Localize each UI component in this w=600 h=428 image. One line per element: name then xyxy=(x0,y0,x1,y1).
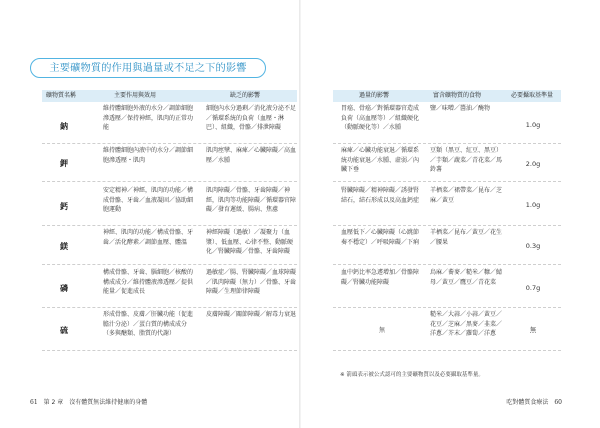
chapter-title: 第 2 章 沒有體質無法維持健康的身體 xyxy=(43,399,148,406)
excess-cell: 胃癌、骨癌／對循環器官造成負荷（高血壓等）／組織硬化（動脈硬化等）／水腫 xyxy=(341,105,420,132)
function-cell: 形成骨骼、皮膚／肝臟功能（促進膽汁分泌）／蛋白質的構成成分（多與醣類、脂質的代謝） xyxy=(103,311,194,338)
intake-cell: 0.7g xyxy=(525,284,541,292)
page-gutter xyxy=(299,0,301,428)
mineral-name: 鈉 xyxy=(60,122,68,131)
excess-cell: 麻痺／心臟功能衰退／循環系統功能衰退／水腫、虛弱／內臟下垂 xyxy=(341,147,420,174)
mineral-name: 硫 xyxy=(60,326,68,335)
intake-cell: 0.3g xyxy=(525,242,541,250)
function-cell: 維持體細胞內液中的水分／調節細胞滲透壓・肌肉 xyxy=(103,147,194,164)
row-divider xyxy=(42,307,297,308)
excess-cell: 腎臟障礙／精神障礙／誘發腎結石，結石形成以及高血鈣症 xyxy=(341,187,420,204)
row-divider xyxy=(333,350,561,351)
intake-cell: 1.0g xyxy=(525,201,541,209)
row-divider xyxy=(333,307,561,308)
left-page-footer xyxy=(30,397,147,406)
header-deficiency: 缺乏的影響 xyxy=(230,92,261,99)
row-divider xyxy=(42,350,297,351)
header-excess: 過量的影響 xyxy=(359,92,390,99)
mineral-name: 鉀 xyxy=(60,159,68,168)
function-cell: 安定精神／神經，肌肉的功能／構成骨骼、牙齒／血液凝固／協助細胞運動 xyxy=(103,187,194,214)
section-title: 主要礦物質的作用與過量或不足之下的影響 xyxy=(30,58,266,78)
mineral-name: 鈣 xyxy=(60,202,68,211)
page-number-left: 61 xyxy=(30,399,38,406)
row-divider xyxy=(333,143,561,144)
row-divider xyxy=(42,181,297,182)
mineral-name: 鎂 xyxy=(60,242,68,251)
deficiency-cell: 肌肉痙攣、麻痺／心臟障礙／高血壓／水腫 xyxy=(206,147,297,164)
mineral-name: 磷 xyxy=(60,284,68,293)
intake-cell: 1.0g xyxy=(525,121,541,129)
function-cell: 構成骨骼、牙齒、腦細胞／核酸的構成成分／維持體液滲透壓／提供能量／促進成長 xyxy=(103,269,194,296)
left-table-header xyxy=(42,90,297,102)
page-number-right: 60 xyxy=(554,399,562,406)
foods-cell: 烏麻／蕎麥／糙米／糠／鯖母／黃豆／鷹豆／青花菜 xyxy=(430,269,503,286)
deficiency-cell: 過敏症／腸、腎臟障礙／血球障礙／肌肉障礙（無力）／骨骼、牙齒障礙／生理節律障礙 xyxy=(206,269,297,296)
row-divider xyxy=(333,264,561,265)
right-table-header xyxy=(333,90,561,102)
excess-cell: 血中鈣比率急遽增加／骨骼障礙／腎臟功能障礙 xyxy=(341,269,420,286)
foods-cell: 糙米／大蒜／小蒜／黃豆／花豆／芝麻／黑麥／韭菜／洋蔥／芥末／蘿蔔／洋蔥 xyxy=(430,311,503,338)
foods-cell: 鹽／味噌／醬油／醃物 xyxy=(430,105,491,112)
deficiency-cell: 神經障礙（過敏）／凝聚力（血漿）、低血壓、心律不整、動脈硬化／腎臟障礙／骨骼、牙齒障礙 xyxy=(206,229,294,256)
right-page-footer xyxy=(506,397,562,406)
header-mineral-name: 礦物質名稱 xyxy=(46,92,77,99)
header-intake: 必要攝取基準量 xyxy=(511,92,554,99)
row-divider xyxy=(42,264,297,265)
row-divider xyxy=(333,225,561,226)
intake-cell: 無 xyxy=(529,326,537,334)
deficiency-cell: 細胞內水分過剩／消化液分泌不足／循環系統的負荷（血壓・淋巴）、組織，骨骼／排泄障礙 xyxy=(206,105,297,132)
book-title: 吃對體質食療法 xyxy=(506,399,549,406)
row-divider xyxy=(42,143,297,144)
function-cell: 神經、肌肉的功能／構成骨骼、牙齒／活化酵素／調節血壓、體溫 xyxy=(103,229,194,246)
header-main-function: 主要作用與效用 xyxy=(114,92,157,99)
foods-cell: 豆類（黑豆、紅豆、黑豆）／芋類／蔬菜／青花菜／馬鈴薯 xyxy=(430,147,503,174)
intake-cell: 2.0g xyxy=(525,160,541,168)
foods-cell: 羊栖菜／昆布／黃豆／花生／腰果 xyxy=(430,229,503,246)
footnote: ※ 箭頭表示被公式認可的主要礦物質以及必要攝取基準量。 xyxy=(340,372,484,378)
row-divider xyxy=(42,225,297,226)
deficiency-cell: 肌肉障礙／骨骼、牙齒障礙／神經，肌肉等功能障礙／循環器官障礙／發育遲緩、腸病、焦慮 xyxy=(206,187,297,214)
row-divider xyxy=(333,181,561,182)
excess-cell: 血壓低下／心臟障礙（心跳節奏不穩定）／呼吸障礙／下痢 xyxy=(341,229,420,246)
foods-cell: 羊栖菜／裙帶菜／昆布／芝麻／黃豆 xyxy=(430,187,503,204)
excess-cell: 無 xyxy=(378,327,385,334)
deficiency-cell: 皮膚障礙／關節障礙／解毒力衰退 xyxy=(206,311,297,318)
function-cell: 維持體細胞外液的水分／調節細胞滲透壓／保持神經，肌肉的正常功能 xyxy=(103,105,194,132)
header-foods: 富含礦物質的食物 xyxy=(433,92,482,99)
